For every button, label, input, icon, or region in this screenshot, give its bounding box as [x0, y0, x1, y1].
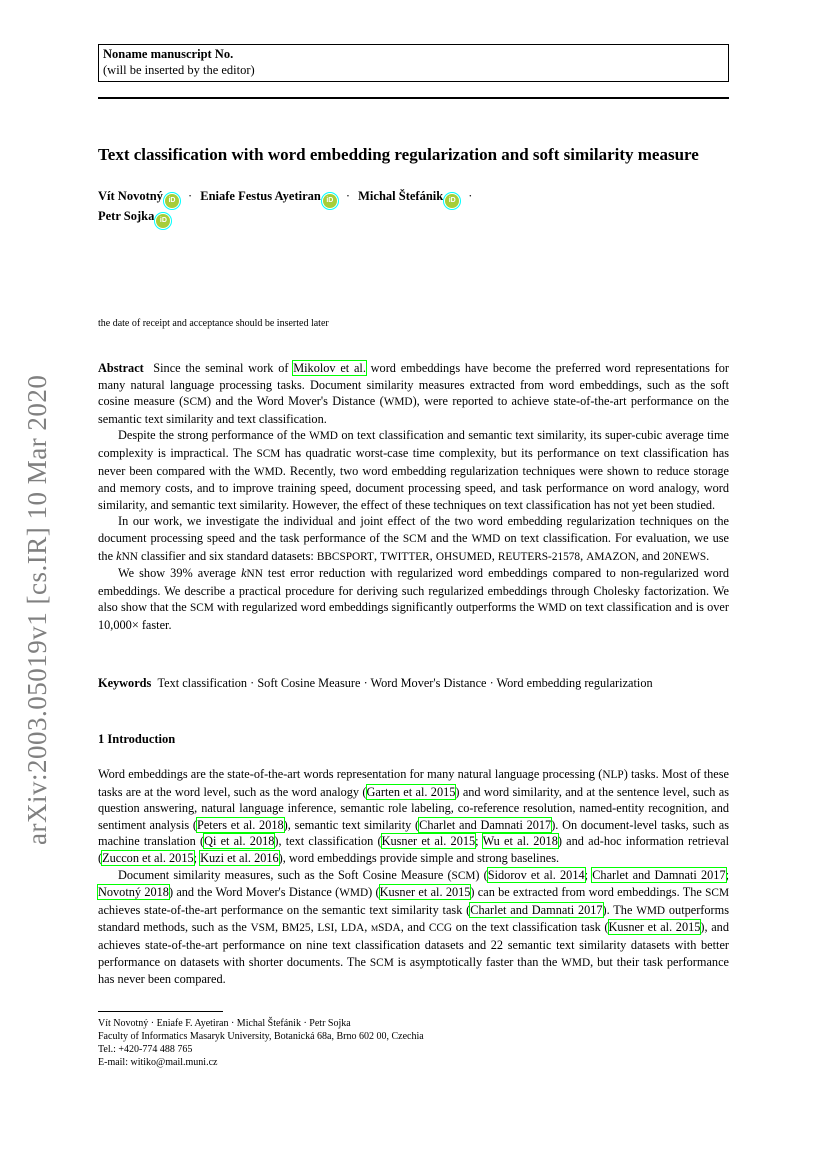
citation-link[interactable]: Kusner et al. 2015	[608, 920, 701, 935]
body-text: ), semantic text similarity (	[283, 817, 420, 832]
citation-link[interactable]: Wu et al. 2018	[482, 834, 558, 849]
footnote	[98, 1017, 729, 1069]
acronym: WMD	[253, 465, 283, 478]
citation-link[interactable]: Zuccon et al. 2015	[102, 850, 194, 865]
keyword: Text classification	[157, 676, 248, 690]
citation-link[interactable]: Kusner et al. 2015	[381, 834, 476, 849]
citation-link[interactable]: Kusner et al. 2015	[379, 885, 471, 900]
dataset-name: BBCSPORT	[316, 550, 374, 563]
orcid-icon[interactable]: iD	[165, 194, 179, 208]
method-name: CCG	[428, 922, 453, 935]
abstract-text: word embeddings have become the preferred word representations for many natural language processing tasks. Document similarity measures extracted from word embeddings, such as the soft cosine measure (	[98, 361, 729, 409]
body-text: ). The	[602, 902, 637, 917]
body-text: ) (	[368, 885, 380, 900]
body-text: on the text classification task (	[452, 920, 609, 935]
dataset-name: AMAZON	[586, 550, 636, 563]
manuscript-box	[98, 44, 729, 82]
section-title: 1 Introduction	[98, 732, 176, 746]
citation-link[interactable]: Peters et al. 2018	[196, 817, 284, 832]
received-note: the date of receipt and acceptance should be inserted later	[98, 318, 329, 329]
acronym: NN	[246, 568, 263, 581]
paper-title: Text classification with word embedding regularization and soft similarity measure	[98, 145, 699, 164]
citation-link[interactable]: Kuzi et al. 2016	[200, 850, 279, 865]
dataset-name: OHSUMED	[435, 550, 492, 563]
author-name[interactable]: Michal Štefánik	[358, 189, 444, 203]
acronym: NN	[121, 550, 138, 563]
body-text: ) can be extracted from word embeddings. The	[470, 885, 706, 900]
citation-link[interactable]: Garten et al. 2015	[366, 784, 456, 799]
manuscript-number: Noname manuscript No.	[103, 47, 234, 61]
body-text: ), and achieves state-of-the-art performance on nine text classification datasets and 22 semantic text similarity datasets with better performance on datasets with shorter documents. The	[98, 920, 729, 969]
acronym: SCM	[451, 869, 476, 882]
acronym: SCM	[402, 532, 427, 545]
method-name: VSM	[250, 922, 275, 935]
body-text: Word embeddings are the state-of-the-art words representation for many natural language processing (	[98, 767, 603, 781]
abstract-text: ) and the Word Mover's Distance (	[207, 394, 384, 409]
footnote-rule	[98, 1011, 223, 1012]
keywords-heading: Keywords	[98, 676, 152, 690]
abstract-text: test error reduction with regularized word embeddings compared to non-regularized word embeddings. We describe a practical procedure for deriving such regularized embeddings through Cholesky factorization. We also show that the	[98, 566, 729, 615]
author-name[interactable]: Vít Novotný	[98, 189, 163, 203]
orcid-icon[interactable]: iD	[323, 194, 337, 208]
keyword: Soft Cosine Measure	[257, 676, 361, 690]
dataset-name: 20NEWS	[662, 550, 707, 563]
abstract-text: and the	[426, 530, 472, 545]
abstract-heading: Abstract	[98, 361, 144, 375]
author-list: Vít Novotný iD · Eniafe Festus Ayetiran iD · Michal Štefánik iD · Petr Sojka iD	[98, 188, 729, 228]
acronym: WMD	[471, 532, 501, 545]
body-text: ) and word similarity, and at the sentence level, such as question answering, natural language inference, semantic role labeling, co-reference resolution, named-entity recognition, and sentiment analysis (	[98, 784, 729, 832]
body-text: ) tasks. Most of these tasks are at the word level, such as the word analogy (	[98, 767, 729, 799]
acronym: WMD	[537, 602, 567, 615]
body-text: outperforms standard methods, such as the	[98, 902, 729, 935]
abstract-text: with regularized word embeddings significantly outperforms the	[213, 600, 538, 615]
header-rule	[98, 97, 729, 99]
footnote-tel: Tel.: +420-774 488 765	[98, 1044, 193, 1055]
acronym: SCM	[189, 602, 214, 615]
keyword: Word Mover's Distance	[370, 676, 487, 690]
citation-link[interactable]: Charlet and Damnati 2017	[470, 902, 603, 917]
acronym: SCM	[256, 447, 281, 460]
abstract-text: Despite the strong performance of the	[118, 428, 310, 443]
citation-link[interactable]: Charlet and Damnati 2017	[419, 817, 552, 832]
acronym: SCM	[705, 887, 730, 900]
orcid-icon[interactable]: iD	[445, 194, 459, 208]
abstract-text: In our work, we investigate the individual and joint effect of the two word embedding regularization techniques on the document processing speed and the task performance of the	[98, 514, 729, 545]
method-name: BM25	[281, 922, 311, 935]
citation-link[interactable]: Sidorov et al. 2014	[487, 867, 585, 882]
knn-k: k	[116, 548, 122, 563]
orcid-icon[interactable]: iD	[156, 214, 170, 228]
keywords: Keywords Text classification · Soft Cosine Measure · Word Mover's Distance · Word embedding regularization	[98, 676, 653, 690]
abstract-text: on text classification and semantic text similarity, its super-cubic average time complexity is impractical. The	[98, 428, 729, 460]
abstract-text: We show 39% average	[118, 566, 242, 581]
dataset-name: TWITTER	[380, 550, 430, 563]
citation-link[interactable]: Mikolov et al.	[293, 361, 366, 375]
footnote-affiliation: Faculty of Informatics Masaryk University, Botanická 68a, Brno 602 00, Czechia	[98, 1031, 424, 1042]
body-text: is asymptotically faster than the	[393, 954, 562, 969]
abstract-text: ), were reported to achieve state-of-the-art performance on the semantic text similarity and text classification.	[98, 394, 729, 426]
author-name[interactable]: Petr Sojka	[98, 209, 155, 223]
abstract-text: on text classification and is over 10,000× faster.	[98, 600, 729, 632]
body-text: ). On document-level tasks, such as machine translation (	[98, 817, 729, 849]
body-text: ) (	[475, 867, 488, 882]
footnote-email[interactable]: E-mail: witiko@mail.muni.cz	[98, 1057, 218, 1068]
footnote-authors: Vít Novotný · Eniafe F. Ayetiran · Michal Štefánik · Petr Sojka	[98, 1018, 351, 1029]
body-text: ) and the Word Mover's Distance (	[168, 885, 340, 900]
manuscript-note: (will be inserted by the editor)	[103, 63, 255, 77]
acronym: SCM	[369, 956, 394, 969]
abstract: Abstract Since the seminal work of Mikolov et al. word embeddings have become the preferred word representations for many natural language processing tasks. Document similarity measures extracted from word embeddings, such as the soft cosine measure (SCM) and the Word Mover's Distance (WMD), were reported to achieve state-of-the-art performance on the semantic text similarity and text classification. Despite the strong performance of the WMD on text classification and semantic text similarity, its super-cubic average time complexity is impractical. The SCM has quadratic worst-case time complexity, but its performance on text classification has never been compared with the WMD. Recently, two word embedding regularization techniques were shown to reduce storage and memory costs, and to improve training speed, document processing speed, and task performance on word analogy, word similarity, and semantic text similarity. However, the effect of these techniques on text classification has not yet been studied. In our work, we investigate the individual and joint effect of the two word embedding regularization techniques on the document processing speed and the task performance of the SCM and the WMD on text classification. For evaluation, we use the kNN classifier and six standard datasets: BBCSPORT, TWITTER, OHSUMED, REUTERS-21578, AMAZON, and 20NEWS. We show 39% average kNN test error reduction with regularized word embeddings compared to non-regularized word embeddings. We describe a practical procedure for deriving such regularized embeddings through Cholesky factorization. We also show that the SCM with regularized word embeddings significantly outperforms the WMD on text classification and is over 10,000× faster.	[98, 361, 730, 632]
dataset-name: REUTERS-21578	[497, 550, 581, 563]
acronym: NLP	[602, 769, 624, 781]
method-name: LDA	[341, 922, 365, 935]
citation-link[interactable]: Charlet and Damnati 2017	[592, 867, 726, 882]
acronym: WMD	[339, 887, 369, 900]
arxiv-side-stamp: arXiv:2003.05019v1 [cs.IR] 10 Mar 2020	[22, 374, 52, 845]
body-text: , but their task performance has never been compared.	[98, 954, 729, 987]
author-name[interactable]: Eniafe Festus Ayetiran	[200, 189, 321, 203]
introduction-body: Word embeddings are the state-of-the-art words representation for many natural language processing (NLP) tasks. Most of these tasks are at the word level, such as the word analogy (Garten et al. 2015) and word similarity, and at the sentence level, such as question answering, natural language inference, semantic role labeling, co-reference resolution, named-entity recognition, and sentiment analysis (Peters et al. 2018), semantic text similarity (Charlet and Damnati 2017). On document-level tasks, such as machine translation (Qi et al. 2018), text classification (Kusner et al. 2015; Wu et al. 2018) and ad-hoc information retrieval (Zuccon et al. 2015; Kuzi et al. 2016), word embeddings provide simple and strong baselines. Document similarity measures, such as the Soft Cosine Measure (SCM) (Sidorov et al. 2014; Charlet and Damnati 2017; Novotný 2018) and the Word Mover's Distance (WMD) (Kusner et al. 2015) can be extracted from word embeddings. The SCM achieves state-of-the-art performance on the semantic text similarity task (Charlet and Damnati 2017). The WMD outperforms standard methods, such as the VSM, BM25, LSI, LDA, mSDA, and CCG on the text classification task (Kusner et al. 2015), and achieves state-of-the-art performance on nine text classification datasets and 22 semantic text similarity datasets with better performance on datasets with shorter documents. The SCM is asymptotically faster than the WMD, but their task performance has never been compared.	[98, 767, 730, 987]
acronym: WMD	[636, 904, 666, 917]
abstract-text: on text classification. For evaluation, we use the	[98, 530, 729, 563]
body-text: ) and ad-hoc information retrieval (	[98, 834, 729, 865]
abstract-text: Since the seminal work of	[153, 361, 294, 375]
body-text: ), word embeddings provide simple and strong baselines.	[278, 850, 560, 865]
body-text: ), text classification (	[274, 834, 382, 849]
acronym: SCM	[183, 396, 208, 409]
acronym: WMD	[383, 396, 413, 409]
acronym: WMD	[561, 956, 591, 969]
abstract-text: classifier and six standard datasets:	[137, 548, 317, 563]
body-text: Document similarity measures, such as the Soft Cosine Measure (	[118, 867, 452, 882]
abstract-text: . Recently, two word embedding regularization techniques were shown to reduce storage and memory costs, and to improve training speed, document processing speed, and task performance on word analogy, word similarity, and semantic text similarity. However, the effect of these techniques on text classification has not yet been studied.	[98, 463, 729, 512]
acronym: WMD	[309, 430, 338, 443]
keyword: Word embedding regularization	[496, 676, 653, 690]
abstract-text: has quadratic worst-case time complexity, but its performance on text classification has never been compared with the	[98, 445, 730, 478]
method-name: LSI	[317, 922, 335, 935]
citation-link[interactable]: Novotný 2018	[98, 885, 169, 900]
citation-link[interactable]: Qi et al. 2018	[204, 834, 275, 849]
method-name: mSDA	[370, 922, 401, 935]
body-text: achieves state-of-the-art performance on the semantic text similarity task (	[98, 902, 471, 917]
knn-k: k	[241, 566, 247, 581]
